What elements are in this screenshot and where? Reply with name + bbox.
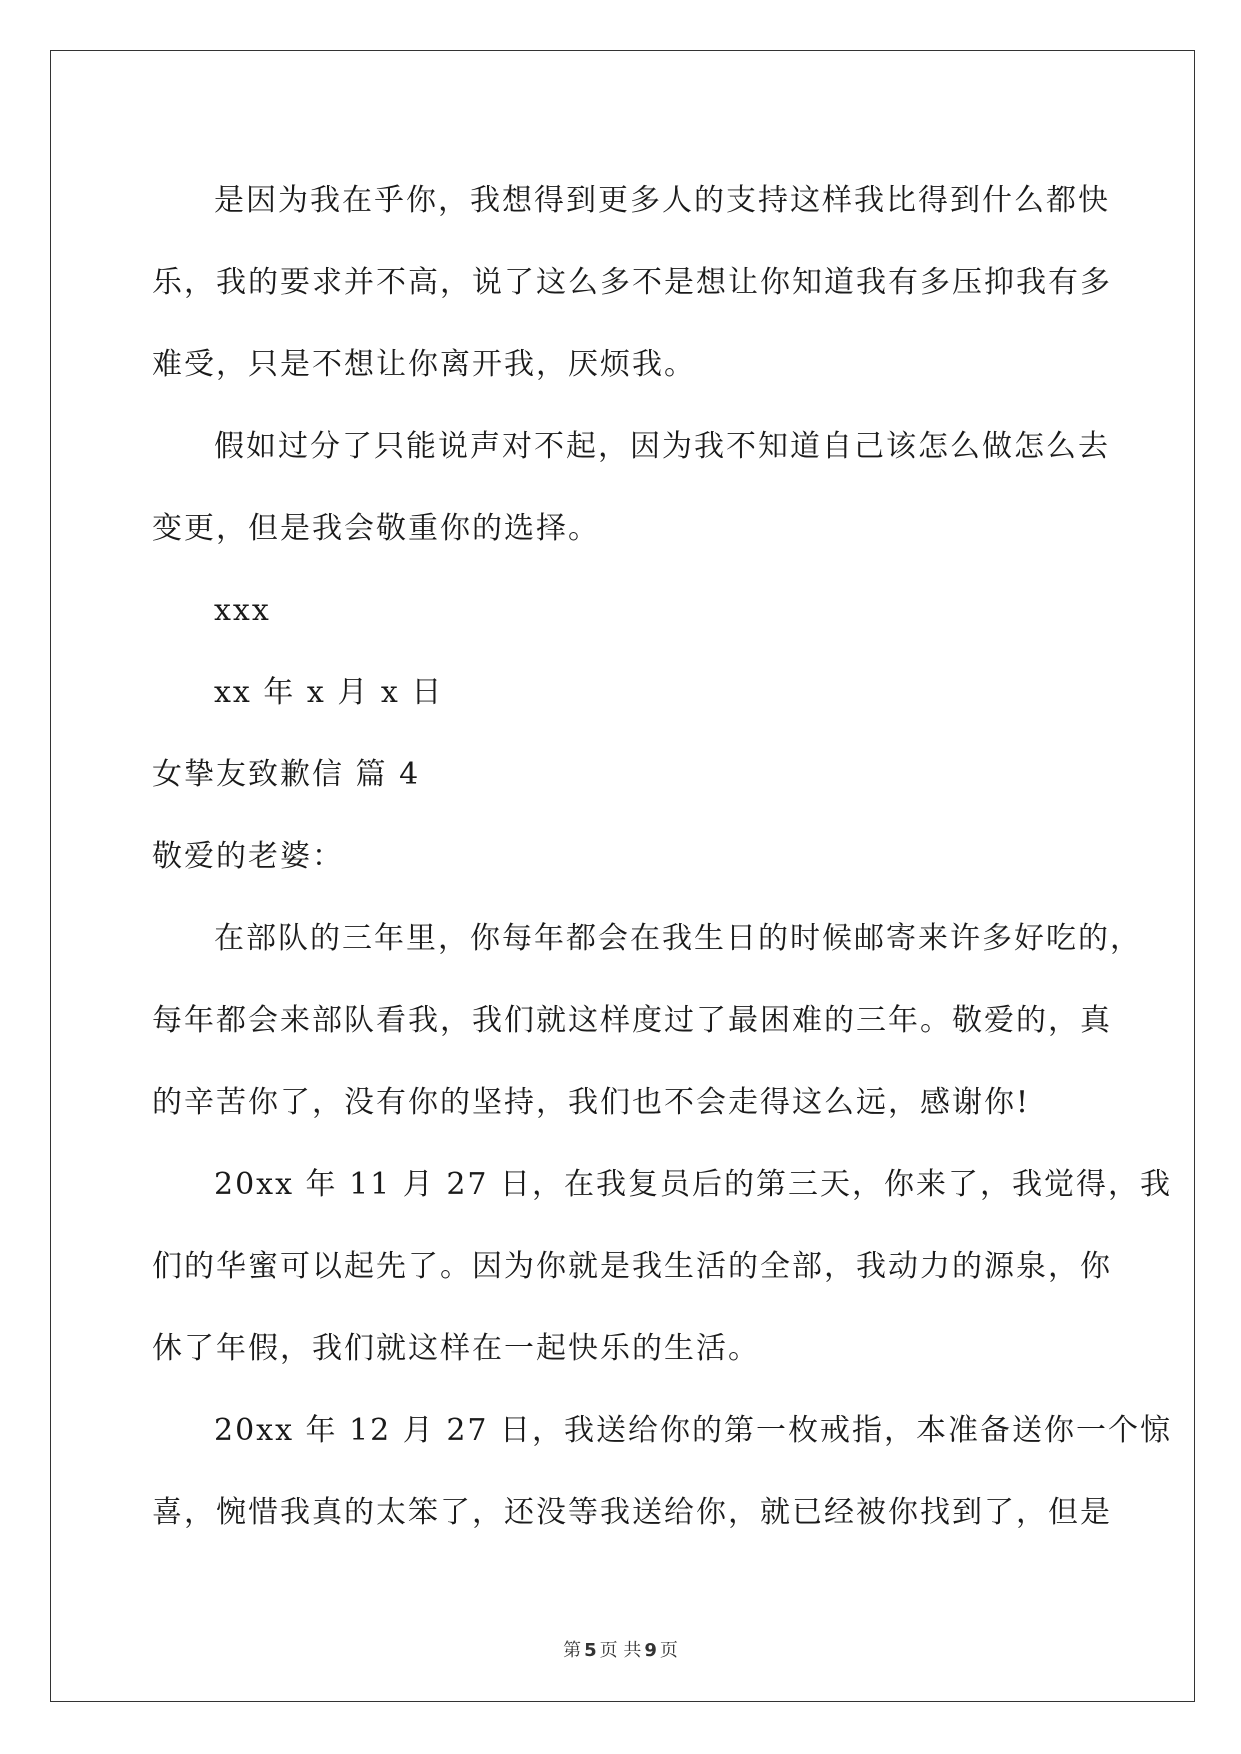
salutation: 敬爱的老婆： [152,839,344,874]
text-line: 变更，但是我会敬重你的选择。 [152,511,600,546]
text-line: 喜，惋惜我真的太笨了，还没等我送给你，就已经被你找到了，但是 [152,1495,1112,1530]
text-line: 在部队的三年里，你每年都会在我生日的时候邮寄来许多好吃的， [214,921,1142,956]
document-body [152,160,1173,1554]
page-footer [0,1636,1241,1662]
section-heading: 女挚友致歉信 篇 4 [152,757,421,792]
signature-name: xxx [214,593,271,628]
text-line: 们的华蜜可以起先了。因为你就是我生活的全部，我动力的源泉，你 [152,1249,1112,1284]
footer-suffix: 页 [659,1640,678,1661]
signature-date: xx 年 x 月 x 日 [214,675,444,710]
footer-prefix: 第 [563,1640,582,1661]
text-line: 20xx 年 12 月 27 日，我送给你的第一枚戒指，本准备送你一个惊 [214,1413,1173,1448]
text-line: 休了年假，我们就这样在一起快乐的生活。 [152,1331,760,1366]
text-line: 难受，只是不想让你离开我，厌烦我。 [152,347,696,382]
text-line: 乐，我的要求并不高，说了这么多不是想让你知道我有多压抑我有多 [152,265,1112,300]
text-line: 假如过分了只能说声对不起，因为我不知道自己该怎么做怎么去 [214,429,1110,464]
current-page-number: 5 [584,1640,597,1661]
text-line: 每年都会来部队看我，我们就这样度过了最困难的三年。敬爱的，真 [152,1003,1112,1038]
footer-middle: 页 共 [599,1640,642,1661]
text-line: 20xx 年 11 月 27 日，在我复员后的第三天，你来了，我觉得，我 [214,1167,1173,1202]
total-page-number: 9 [644,1640,657,1661]
text-line: 是因为我在乎你，我想得到更多人的支持这样我比得到什么都快 [214,183,1110,218]
text-line: 的辛苦你了，没有你的坚持，我们也不会走得这么远，感谢你! [152,1085,1031,1120]
